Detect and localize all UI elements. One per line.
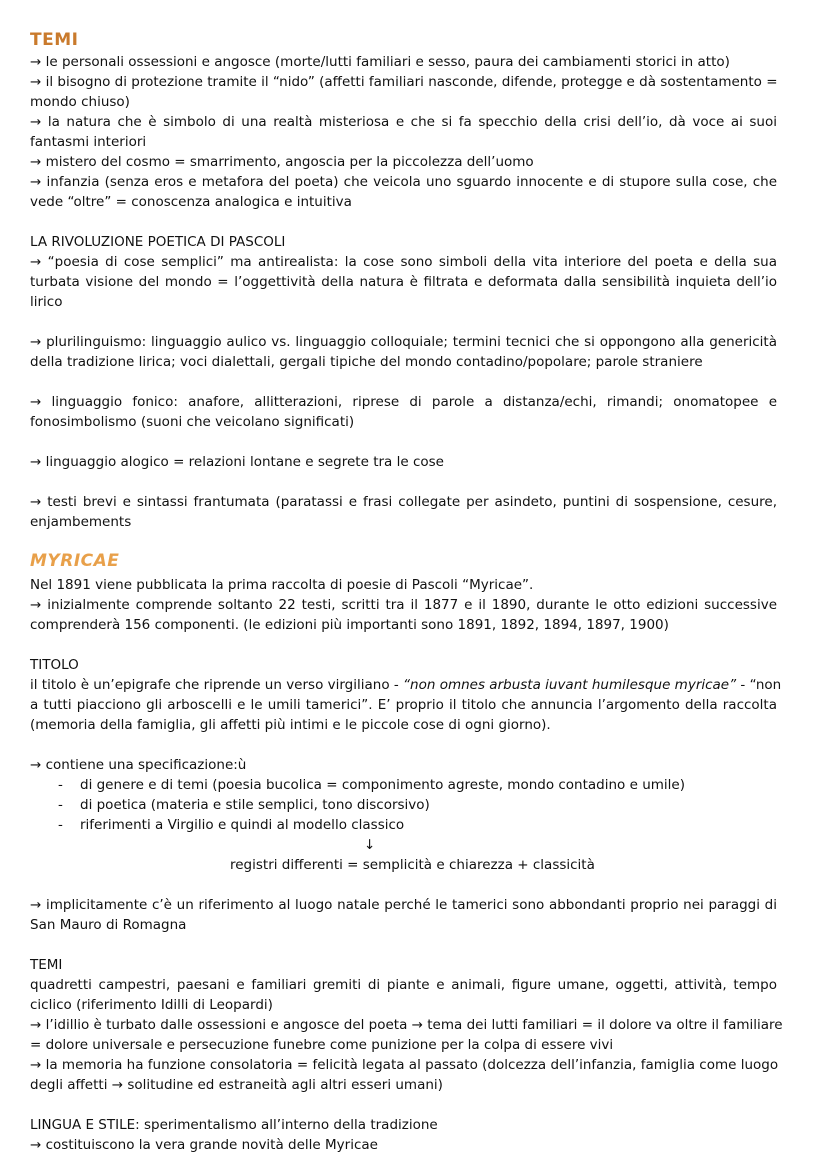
text-line: mondo chiuso)	[30, 94, 130, 110]
text-line: → testi brevi e sintassi frantumata (paratassi e frasi collegate per asindeto, puntini di sospensione, cesure,	[30, 494, 777, 510]
text-span: il titolo è un’epigrafe che riprende un verso virgiliano -	[30, 677, 404, 693]
text-line: → costituiscono la vera grande novità delle Myricae	[30, 1137, 378, 1153]
text-line: → mistero del cosmo = smarrimento, angoscia per la piccolezza dell’uomo	[30, 154, 534, 170]
text-line: = dolore universale e persecuzione funebre come punizione per la colpa di essere vivi	[30, 1037, 614, 1053]
text-line	[30, 675, 782, 695]
list-bullet: -	[58, 817, 63, 833]
text-line: turbata visione del mondo = l’oggettività della natura è filtrata e deformata dalla sensibilità inquieta dell’io	[30, 274, 777, 290]
text-line: degli affetti → solitudine ed estraneità agli altri esseri umani)	[30, 1077, 443, 1093]
subheading-rivoluzione: LA RIVOLUZIONE POETICA DI PASCOLI	[30, 234, 286, 250]
text-line: San Mauro di Romagna	[30, 917, 187, 933]
section-heading-temi: TEMI	[30, 30, 79, 50]
text-line: → l’idillio è turbato dalle ossessioni e angosce del poeta → tema dei lutti familiari = il dolore va oltre il familiare	[30, 1017, 783, 1033]
down-arrow-icon: ↓	[364, 837, 376, 853]
text-line: → contiene una specificazione:ù	[30, 757, 247, 773]
text-line: ciclico (riferimento Idilli di Leopardi)	[30, 997, 273, 1013]
text-line: → “poesia di cose semplici” ma antirealista: la cose sono simboli della vita interiore del poeta e della sua	[30, 254, 777, 270]
subheading-temi-myricae: TEMI	[30, 957, 63, 973]
text-line: della tradizione lirica; voci dialettali, gergali tipiche del mondo contadino/popolare; parole straniere	[30, 354, 703, 370]
list-item: riferimenti a Virgilio e quindi al modello classico	[80, 817, 405, 833]
text-line: fantasmi interiori	[30, 134, 147, 150]
text-line: quadretti campestri, paesani e familiari gremiti di piante e animali, figure umane, oggetti, attività, tempo	[30, 977, 777, 993]
text-line: lirico	[30, 294, 63, 310]
text-span: - “non	[736, 677, 782, 693]
text-line: → la memoria ha funzione consolatoria = felicità legata al passato (dolcezza dell’infanzia, famiglia come luogo	[30, 1057, 779, 1073]
text-line: Nel 1891 viene pubblicata la prima raccolta di poesie di Pascoli “Myricae”.	[30, 577, 534, 593]
subheading-titolo: TITOLO	[30, 657, 79, 673]
text-line: → inizialmente comprende soltanto 22 testi, scritti tra il 1877 e il 1890, durante le otto edizioni successive	[30, 597, 777, 613]
section-heading-myricae: MYRICAE	[30, 551, 120, 571]
text-line: → plurilinguismo: linguaggio aulico vs. linguaggio colloquiale; termini tecnici che si oppongono alla genericità	[30, 334, 777, 350]
text-line: registri differenti = semplicità e chiarezza + classicità	[230, 857, 595, 873]
text-line: fonosimbolismo (suoni che veicolano significati)	[30, 414, 355, 430]
text-line: → linguaggio fonico: anafore, allitterazioni, riprese di parole a distanza/echi, rimandi; onomatopee e	[30, 394, 777, 410]
text-line: a tutti piacciono gli arboscelli e le umili tamerici”. E’ proprio il titolo che annuncia l’argomento della raccolta	[30, 697, 777, 713]
text-line: → implicitamente c’è un riferimento al luogo natale perché le tamerici sono abbondanti proprio nei paraggi di	[30, 897, 777, 913]
latin-quote: “non omnes arbusta iuvant humilesque myricae”	[403, 677, 737, 693]
text-line: → il bisogno di protezione tramite il “nido” (affetti familiari nasconde, difende, protegge e dà sostentamento =	[30, 74, 778, 90]
text-line: → le personali ossessioni e angosce (morte/lutti familiari e sesso, paura dei cambiamenti storici in atto)	[30, 54, 730, 70]
text-line: (memoria della famiglia, gli affetti più intimi e le piccole cose di ogni giorno).	[30, 717, 551, 733]
text-line: enjambements	[30, 514, 132, 530]
text-line: → infanzia (senza eros e metafora del poeta) che veicola uno sguardo innocente e di stupore sulla cose, che	[30, 174, 777, 190]
list-bullet: -	[58, 777, 63, 793]
list-bullet: -	[58, 797, 63, 813]
list-item: di genere e di temi (poesia bucolica = componimento agreste, mondo contadino e umile)	[80, 777, 685, 793]
text-line: comprenderà 156 componenti. (le edizioni più importanti sono 1891, 1892, 1894, 1897, 1900)	[30, 617, 669, 633]
text-line: → la natura che è simbolo di una realtà misteriosa e che si fa specchio della crisi dell’io, dà voce ai suoi	[30, 114, 777, 130]
list-item: di poetica (materia e stile semplici, tono discorsivo)	[80, 797, 430, 813]
text-line: → linguaggio alogico = relazioni lontane e segrete tra le cose	[30, 454, 444, 470]
subheading-lingua-stile: LINGUA E STILE: sperimentalismo all’interno della tradizione	[30, 1117, 438, 1133]
text-line: vede “oltre” = conoscenza analogica e intuitiva	[30, 194, 352, 210]
